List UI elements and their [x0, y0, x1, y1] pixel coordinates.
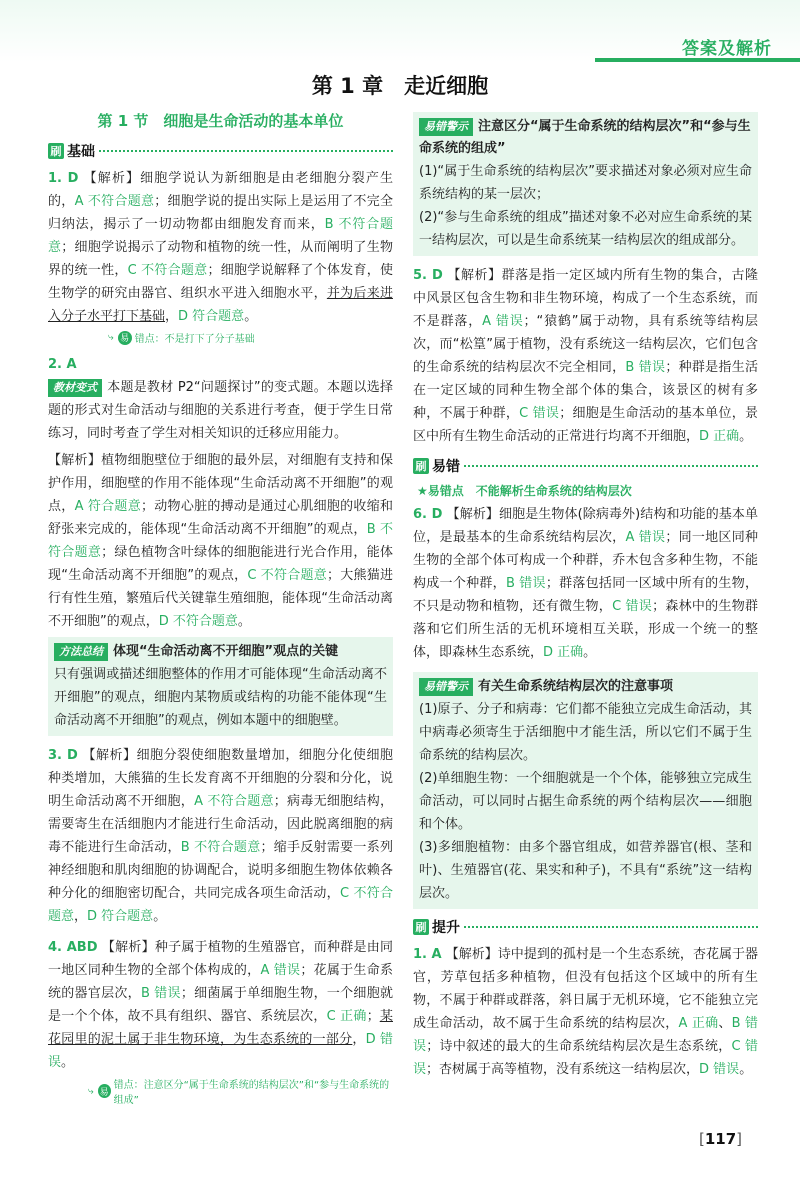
left-column: [48, 108, 393, 1114]
caution-box-2: 易错警示 有关生命系统结构层次的注意事项 (1)原子、分子和病毒：它们都不能独立完成生命活动，其中病毒必须寄生于活细胞中才能生活，所以它们不属于生命系统的结构层次。 (2)单细胞生物：一个细胞就是一个个体，能够独立完成生命活动，可以同时占据生命系统的两个结构层次——细胞和个体。 (3)多细胞植物：由多个器官组成，如营养器官(根、茎和叶)、生殖器官(花、果实和种子)，不具有“系统”这一结构层次。: [413, 672, 758, 909]
answer-item-3: 3. D 【解析】细胞分裂使细胞数量增加，细胞分化使细胞种类增加，大熊猫的生长发育离不开细胞的分裂和分化，说明生命活动离不开细胞，A 不符合题意；病毒无细胞结构，需要寄生在活细胞内才能进行生命活动，因此脱离细胞的病毒不能进行生命活动，B 不符合题意；缩手反射需要一系列神经细胞和肌肉细胞的协调配合，说明多细胞生物体依赖各种分化的细胞密切配合，共同完成各项生命活动，C 不符合题意，D 符合题意。: [48, 748, 393, 924]
shua-icon: 刷: [48, 143, 64, 159]
answer-item-1: 1. D 【解析】细胞学说认为新细胞是由老细胞分裂产生的，A 不符合题意；细胞学说的提出实际上是运用了不完全归纳法，揭示了一切动物都由细胞发育而来，B 不符合题意；细胞学说揭示了动物和植物的统一性，从而阐明了生物界的统一性，C 不符合题意；细胞学说解释了个体发育，使生物学的研究由器官、组织水平进入细胞水平，并为后来进入分子水平打下基础，D 符合题意。 ⤷ 易 错点：不是打下了分子基础: [48, 171, 393, 345]
error-point-label: ★易错点 不能解析生命系统的结构层次: [417, 484, 632, 498]
method-summary-box: 方法总结 体现“生命活动离不开细胞”观点的关键 只有强调或描述细胞整体的作用才可能体现“生命活动离不开细胞”的观点，细胞内某物质或结构的功能不能体现“生命活动离不开细胞”的观点，例如本题中的细胞壁。: [48, 637, 393, 736]
dotted-divider: [99, 150, 393, 152]
shua-icon: 刷: [413, 458, 429, 474]
tag-method-summary: 方法总结: [54, 643, 108, 661]
section-title: 第 1 节 细胞是生命活动的基本单位: [97, 112, 344, 130]
section-head-yicuo: 刷 易错: [413, 456, 758, 476]
tag-caution: 易错警示: [419, 678, 473, 696]
error-note-icon: 易: [118, 331, 132, 345]
answer-item-t1: 1. A 【解析】诗中提到的孤村是一个生态系统，杏花属于器官，芳草包括多种植物，但没有包括这个区域中的所有生物，不属于种群或群落，斜日属于无机环境，它不能独立完成生命活动，故不属于生命系统的结构层次，A 正确、B 错误；诗中叙述的最大的生命系统结构层次是生态系统，C 错误；杏树属于高等植物，没有系统这一结构层次，D 错误。: [413, 947, 758, 1077]
section-head-tisheng: 刷 提升: [413, 917, 758, 937]
answer-item-5: 5. D 【解析】群落是指一定区域内所有生物的集合，古隆中风景区包含生物和非生物环境，构成了一个生态系统，而不是群落，A 错误；“猿鹤”属于动物，具有系统等结构层次，而“松篁”属于植物，没有系统这一结构层次，它们包含的生命系统的结构层次不完全相同，B 错误；种群是指生活在一定区域的同种生物全部个体的集合，该景区的树有多种，不属于种群，C 错误；细胞是生命活动的基本单位，景区中所有生物生命活动的正常进行均离不开细胞，D 正确。: [413, 268, 758, 444]
header-band: [0, 0, 800, 62]
page-number: [117]: [699, 1130, 743, 1148]
answer-item-4: 4. ABD 【解析】种子属于植物的生殖器官，而种群是由同一地区同种生物的全部个体构成的，A 错误；花属于生命系统的器官层次，B 错误；细菌属于单细胞生物，一个细胞就是一个个体，故不具有组织、器官、系统层次，C 正确；某花园里的泥土属于非生物环境，为生态系统的一部分，D 错误。 ⤷ 易 错点：注意区分“属于生命系统的结构层次”和“参与生命系统的组成”: [48, 940, 393, 1106]
shua-icon: 刷: [413, 919, 429, 935]
chapter-title: 第 1 章 走近细胞: [311, 74, 489, 98]
answer-item-6: 6. D 【解析】细胞是生物体(除病毒外)结构和功能的基本单位，是最基本的生命系统结构层次，A 错误；同一地区同种生物的全部个体可构成一个种群，乔木包含多种生物，不能构成一个种群，B 错误；群落包括同一区域中所有的生物，不只是动物和植物，还有微生物，C 错误；森林中的生物群落和它们所生活的无机环境相互关联，形成一个统一的整体，即森林生态系统，D 正确。: [413, 507, 758, 660]
caution-box-1: 易错警示 注意区分“属于生命系统的结构层次”和“参与生命系统的组成” (1)“属于生命系统的结构层次”要求描述对象必须对应生命系统结构的某一层次； (2)“参与生命系统的组成”描述对象不必对应生命系统的某一结构层次，可以是生命系统某一结构层次的组成部分。: [413, 112, 758, 256]
error-note: ⤷ 易 错点：不是打下了分子基础: [108, 332, 255, 345]
tag-textbook-variant: 教材变式: [48, 379, 102, 397]
error-note-icon: 易: [98, 1084, 111, 1098]
header-title: 答案及解析: [682, 39, 772, 59]
error-note: ⤷ 易 错点：注意区分“属于生命系统的结构层次”和“参与生命系统的组成”: [88, 1080, 390, 1106]
dotted-divider: [464, 465, 758, 467]
right-column: [413, 108, 758, 1089]
answer-item-2: 2. A 教材变式 本题是教材 P2“问题探讨”的变式题。本题以选择题的形式对生命活动与细胞的关系进行考查，便于学生日常练习，同时考查了学生对相关知识的迁移应用能力。 【解析】植物细胞壁位于细胞的最外层，对细胞有支持和保护作用，细胞壁的作用不能体现“生命活动离不开细胞”的观点，A 符合题意；动物心脏的搏动是通过心肌细胞的收缩和舒张来完成的，能体现“生命活动离不开细胞”的观点，B 不符合题意；绿色植物含叶绿体的细胞能进行光合作用，能体现“生命活动离不开细胞”的观点，C 不符合题意；大熊猫进行有性生殖，繁殖后代关键靠生殖细胞，能体现“生命活动离不开细胞”的观点，D 不符合题意。 方法总结 体现“生命活动离不开细胞”观点的关键 只有强调或描述细胞整体的作用才可能体现“生命活动离不开细胞”的观点，细胞内某物质或结构的功能不能体现“生命活动离不开细胞”的观点，例如本题中的细胞壁。: [48, 353, 393, 736]
section-head-jichu: 刷 基础: [48, 141, 393, 161]
dotted-divider: [464, 926, 758, 928]
tag-caution: 易错警示: [419, 118, 473, 136]
